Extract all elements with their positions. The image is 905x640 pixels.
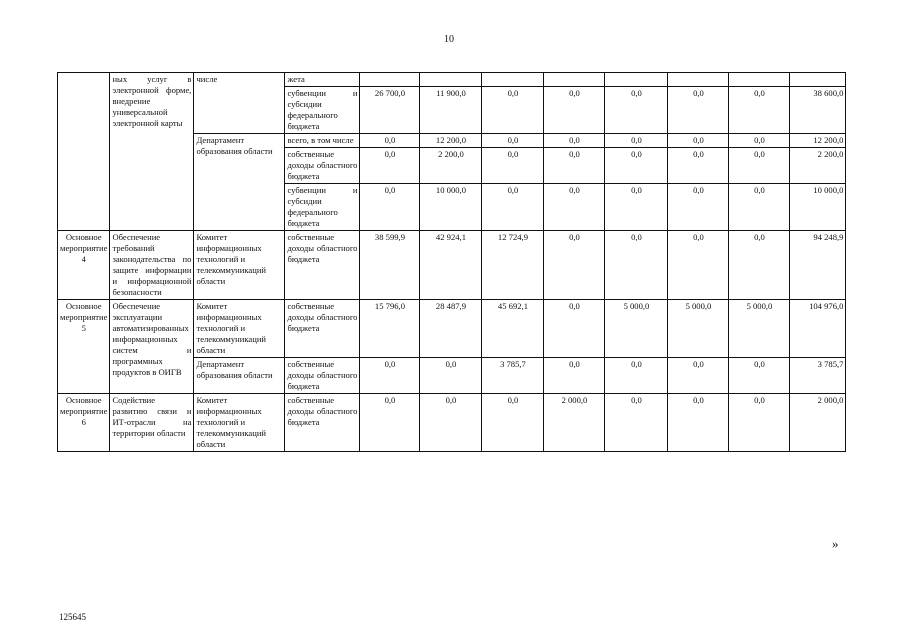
total-value-cell: 12 200,0 [790, 134, 846, 148]
total-value-cell: 3 785,7 [790, 358, 846, 394]
event-type-cell: Основное мероприятие 5 [58, 300, 110, 394]
year-value-cell: 0,0 [482, 87, 544, 134]
event-name-cell: Обеспечение эксплуатации автоматизированных информационных систем и программных продуктов в ОИГВ [110, 300, 194, 394]
funding-source-cell: субвенции и субсидии федерального бюджета [285, 184, 360, 231]
year-value-cell: 11 900,0 [420, 87, 482, 134]
total-value-cell: 38 600,0 [790, 87, 846, 134]
table-row [58, 73, 846, 87]
event-type-cell: Основное мероприятие 6 [58, 394, 110, 452]
year-value-cell: 0,0 [544, 300, 605, 358]
year-value-cell: 0,0 [668, 184, 729, 231]
funding-source-cell: собственные доходы областного бюджета [285, 148, 360, 184]
year-value-cell: 0,0 [605, 231, 668, 300]
year-value-cell [544, 73, 605, 87]
event-type-cell: Основное мероприятие 4 [58, 231, 110, 300]
table-row [58, 300, 846, 358]
executor-cell: числе [194, 73, 285, 134]
year-value-cell: 0,0 [420, 358, 482, 394]
year-value-cell [605, 73, 668, 87]
year-value-cell: 0,0 [360, 184, 420, 231]
year-value-cell: 0,0 [729, 184, 790, 231]
year-value-cell [360, 73, 420, 87]
year-value-cell: 10 000,0 [420, 184, 482, 231]
year-value-cell: 0,0 [420, 394, 482, 452]
year-value-cell: 0,0 [729, 358, 790, 394]
year-value-cell: 0,0 [544, 87, 605, 134]
year-value-cell: 0,0 [482, 148, 544, 184]
year-value-cell: 0,0 [729, 231, 790, 300]
year-value-cell: 26 700,0 [360, 87, 420, 134]
total-value-cell: 2 200,0 [790, 148, 846, 184]
year-value-cell: 12 724,9 [482, 231, 544, 300]
funding-source-cell: жета [285, 73, 360, 87]
event-name-cell: ных услуг в электронной форме, внедрение универсальной электронной карты [110, 73, 194, 231]
closing-quote-mark: » [832, 536, 839, 551]
table-row [58, 231, 846, 300]
page-number: 10 [444, 34, 454, 45]
year-value-cell: 42 924,1 [420, 231, 482, 300]
event-name-cell: Обеспечение требований законодательства по защите информации и информационной безопасности [110, 231, 194, 300]
year-value-cell: 0,0 [482, 134, 544, 148]
document-code: 125645 [59, 612, 86, 622]
year-value-cell: 0,0 [729, 87, 790, 134]
year-value-cell: 0,0 [544, 134, 605, 148]
year-value-cell: 0,0 [729, 134, 790, 148]
year-value-cell: 5 000,0 [668, 300, 729, 358]
funding-source-cell: всего, в том числе [285, 134, 360, 148]
funding-source-cell: собственные доходы областного бюджета [285, 231, 360, 300]
year-value-cell: 2 000,0 [544, 394, 605, 452]
year-value-cell: 0,0 [729, 394, 790, 452]
year-value-cell: 0,0 [360, 134, 420, 148]
year-value-cell [668, 73, 729, 87]
year-value-cell: 2 200,0 [420, 148, 482, 184]
funding-source-cell: собственные доходы областного бюджета [285, 394, 360, 452]
total-value-cell: 10 000,0 [790, 184, 846, 231]
funding-source-cell: собственные доходы областного бюджета [285, 300, 360, 358]
event-name-cell: Содействие развитию связи и ИТ-отрасли на территории области [110, 394, 194, 452]
year-value-cell: 0,0 [668, 358, 729, 394]
table-row [58, 394, 846, 452]
year-value-cell: 0,0 [544, 148, 605, 184]
year-value-cell [420, 73, 482, 87]
year-value-cell: 15 796,0 [360, 300, 420, 358]
year-value-cell: 0,0 [668, 394, 729, 452]
year-value-cell: 0,0 [668, 87, 729, 134]
year-value-cell: 0,0 [360, 358, 420, 394]
year-value-cell: 0,0 [605, 87, 668, 134]
year-value-cell: 38 599,9 [360, 231, 420, 300]
year-value-cell: 5 000,0 [605, 300, 668, 358]
total-value-cell: 104 976,0 [790, 300, 846, 358]
year-value-cell [729, 73, 790, 87]
funding-source-cell: субвенции и субсидии федерального бюджета [285, 87, 360, 134]
year-value-cell: 3 785,7 [482, 358, 544, 394]
year-value-cell: 0,0 [360, 148, 420, 184]
year-value-cell: 0,0 [668, 134, 729, 148]
total-value-cell: 2 000,0 [790, 394, 846, 452]
executor-cell: Департамент образования области [194, 358, 285, 394]
year-value-cell: 0,0 [544, 358, 605, 394]
total-value-cell [790, 73, 846, 87]
total-value-cell: 94 248,9 [790, 231, 846, 300]
year-value-cell: 0,0 [668, 148, 729, 184]
funding-source-cell: собственные доходы областного бюджета [285, 358, 360, 394]
year-value-cell: 0,0 [360, 394, 420, 452]
year-value-cell: 0,0 [605, 184, 668, 231]
year-value-cell: 28 487,9 [420, 300, 482, 358]
year-value-cell: 0,0 [668, 231, 729, 300]
executor-cell: Комитет информационных технологий и телекоммуникаций области [194, 300, 285, 358]
year-value-cell: 0,0 [605, 134, 668, 148]
year-value-cell: 0,0 [605, 358, 668, 394]
year-value-cell: 12 200,0 [420, 134, 482, 148]
executor-cell: Комитет информационных технологий и телекоммуникаций области [194, 231, 285, 300]
year-value-cell: 0,0 [482, 184, 544, 231]
year-value-cell: 5 000,0 [729, 300, 790, 358]
year-value-cell: 0,0 [729, 148, 790, 184]
executor-cell: Департамент образования области [194, 134, 285, 231]
year-value-cell: 0,0 [544, 231, 605, 300]
year-value-cell: 0,0 [544, 184, 605, 231]
budget-table [57, 72, 846, 452]
year-value-cell [482, 73, 544, 87]
executor-cell: Комитет информационных технологий и телекоммуникаций области [194, 394, 285, 452]
year-value-cell: 0,0 [605, 394, 668, 452]
event-type-cell [58, 73, 110, 231]
year-value-cell: 0,0 [605, 148, 668, 184]
year-value-cell: 0,0 [482, 394, 544, 452]
year-value-cell: 45 692,1 [482, 300, 544, 358]
